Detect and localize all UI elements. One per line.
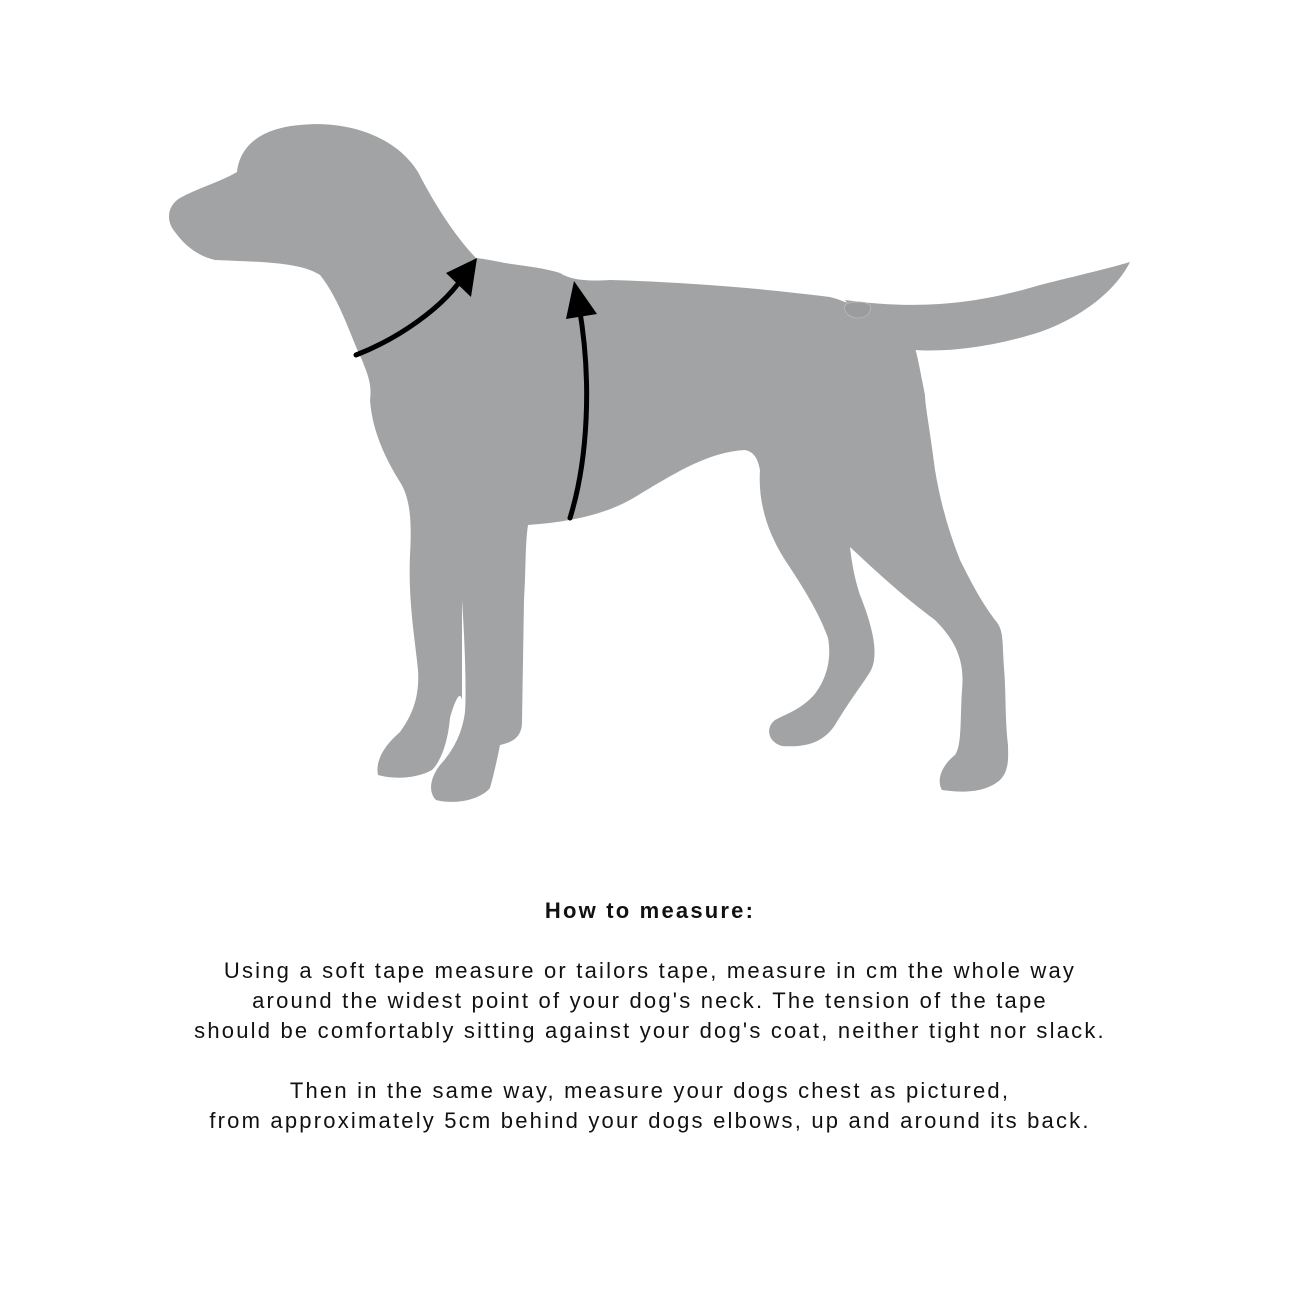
- measurement-instructions: [0, 896, 1300, 1166]
- dog-silhouette: [169, 124, 1130, 802]
- neck-instructions: [0, 956, 1300, 1046]
- chest-instruction-line: Then in the same way, measure your dogs chest as pictured,: [289, 1078, 1011, 1103]
- neck-instruction-line: around the widest point of your dog's neck. The tension of the tape: [252, 988, 1048, 1013]
- neck-instruction-line: should be comfortably sitting against your dog's coat, neither tight nor slack.: [194, 1018, 1106, 1043]
- dog-hip-mark: [845, 302, 871, 318]
- instructions-heading: How to measure:: [544, 898, 756, 923]
- chest-instructions: [0, 1076, 1300, 1136]
- neck-instruction-line: Using a soft tape measure or tailors tape, measure in cm the whole way: [223, 958, 1077, 983]
- dog-body: [169, 124, 1008, 802]
- chest-instruction-line: from approximately 5cm behind your dogs elbows, up and around its back.: [209, 1108, 1091, 1133]
